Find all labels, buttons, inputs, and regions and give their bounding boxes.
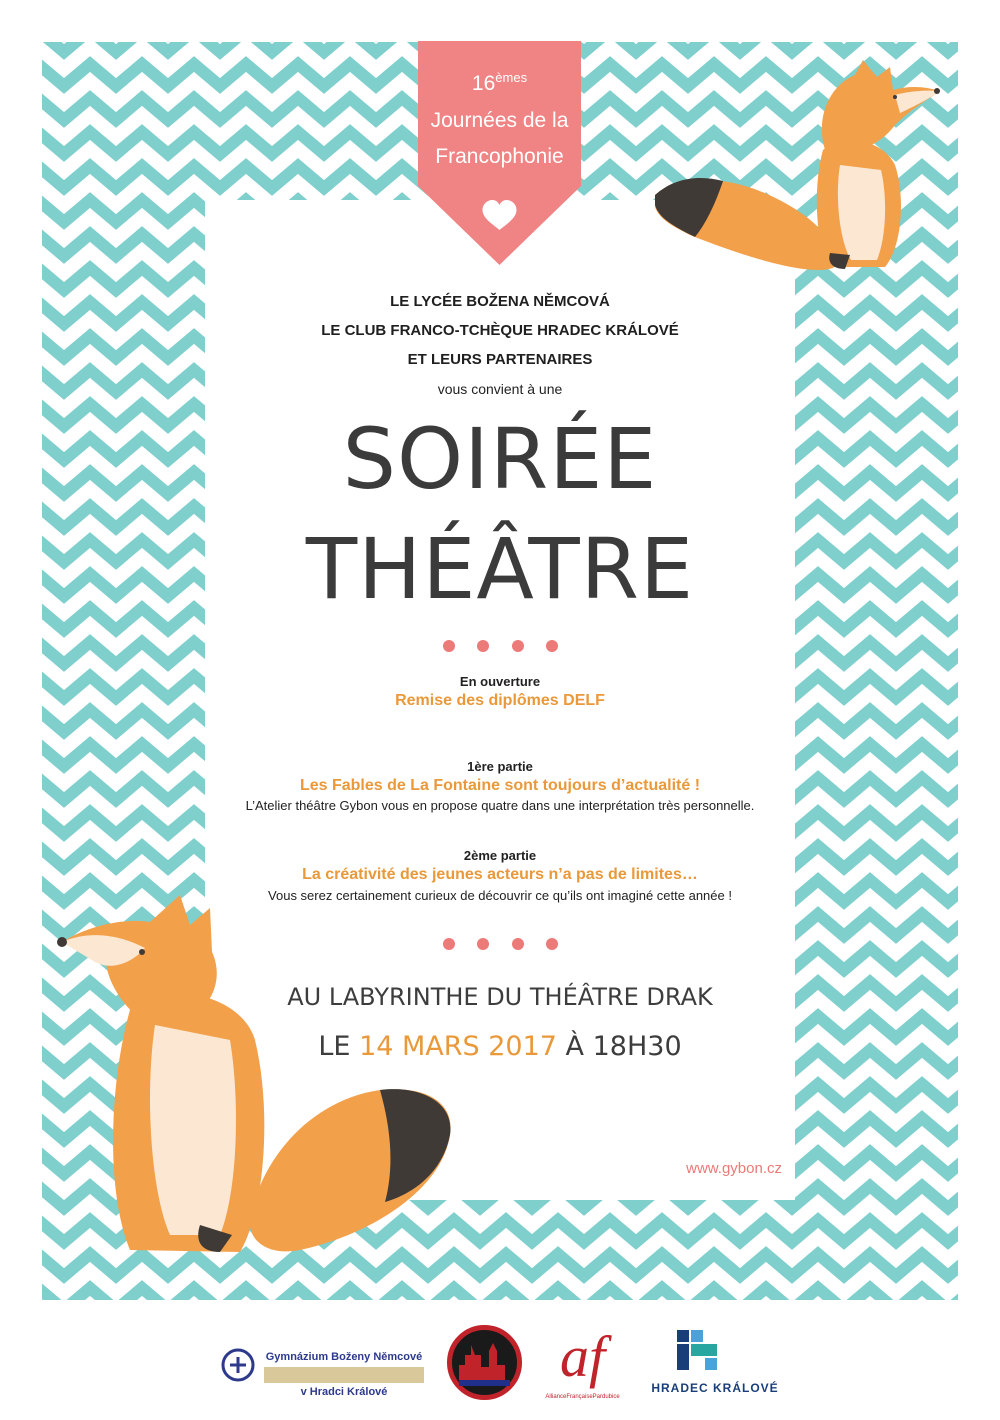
gymnazium-city: v Hradci Králové bbox=[300, 1386, 388, 1398]
date-highlight: 14 MARS 2017 bbox=[359, 1031, 557, 1062]
part2-title: La créativité des jeunes acteurs n’a pas de limites… bbox=[302, 866, 698, 883]
banner-line-2: Journées de la bbox=[430, 109, 569, 132]
opening-label: En ouverture bbox=[459, 674, 541, 689]
alliance-francaise-caption: AllianceFrançaisePardubice bbox=[545, 1394, 620, 1400]
dot bbox=[443, 938, 455, 950]
title-line-1: SOIRÉE bbox=[342, 410, 658, 508]
invite-text: vous convient à une bbox=[437, 381, 563, 397]
gymnazium-name: Gymnázium Boženy Němcové bbox=[265, 1351, 423, 1363]
venue: AU LABYRINTHE DU THÉÂTRE DRAK bbox=[287, 983, 713, 1011]
date-prefix: LE bbox=[318, 1031, 360, 1062]
edition-number: 16 bbox=[471, 72, 496, 95]
club-franco-tcheque-logo bbox=[447, 1325, 522, 1400]
chevron-stripe bbox=[42, 1288, 958, 1300]
dot-divider-bottom bbox=[443, 938, 558, 950]
dot bbox=[443, 640, 455, 652]
hradec-kralove-caption: HRADEC KRÁLOVÉ bbox=[651, 1381, 779, 1395]
hradec-kralove-logo-icon bbox=[675, 1328, 721, 1374]
dot bbox=[546, 938, 558, 950]
part1-title: Les Fables de La Fontaine sont toujours d’actualité ! bbox=[299, 777, 701, 794]
part1-description: L’Atelier théâtre Gybon vous en propose quatre dans une interprétation très personnelle. bbox=[245, 798, 755, 813]
part2-description: Vous serez certainement curieux de découvrir ce qu’ils ont imaginé cette année ! bbox=[268, 888, 732, 903]
dot bbox=[477, 640, 489, 652]
dot bbox=[477, 938, 489, 950]
website-link[interactable]: www.gybon.cz bbox=[686, 1160, 782, 1177]
dot bbox=[512, 640, 524, 652]
date-suffix: À 18H30 bbox=[556, 1031, 682, 1062]
edition-suffix: èmes bbox=[495, 70, 528, 85]
part1-label: 1ère partie bbox=[467, 759, 533, 774]
opening-title: Remise des diplômes DELF bbox=[395, 692, 605, 709]
dot bbox=[546, 640, 558, 652]
alliance-francaise-logo: af bbox=[559, 1324, 606, 1389]
fox-illustration-top bbox=[655, 55, 945, 275]
dot-divider-top bbox=[443, 640, 558, 652]
part2-label: 2ème partie bbox=[463, 848, 537, 863]
host-line-2: LE CLUB FRANCO-TCHÈQUE HRADEC KRÁLOVÉ bbox=[321, 322, 679, 339]
banner-line-3: Francophonie bbox=[435, 145, 564, 168]
event-date bbox=[0, 1031, 1000, 1062]
host-line-1: LE LYCÉE BOŽENA NĚMCOVÁ bbox=[390, 293, 610, 310]
school-building-image bbox=[264, 1367, 424, 1383]
dot bbox=[512, 938, 524, 950]
host-line-3: ET LEURS PARTENAIRES bbox=[407, 351, 593, 368]
gymnazium-emblem-icon bbox=[220, 1347, 256, 1383]
gymnazium-logo bbox=[254, 1350, 434, 1400]
fox-illustration-bottom bbox=[50, 890, 470, 1270]
banner-edition bbox=[418, 65, 581, 97]
title-line-2: THÉÂTRE bbox=[305, 520, 695, 618]
